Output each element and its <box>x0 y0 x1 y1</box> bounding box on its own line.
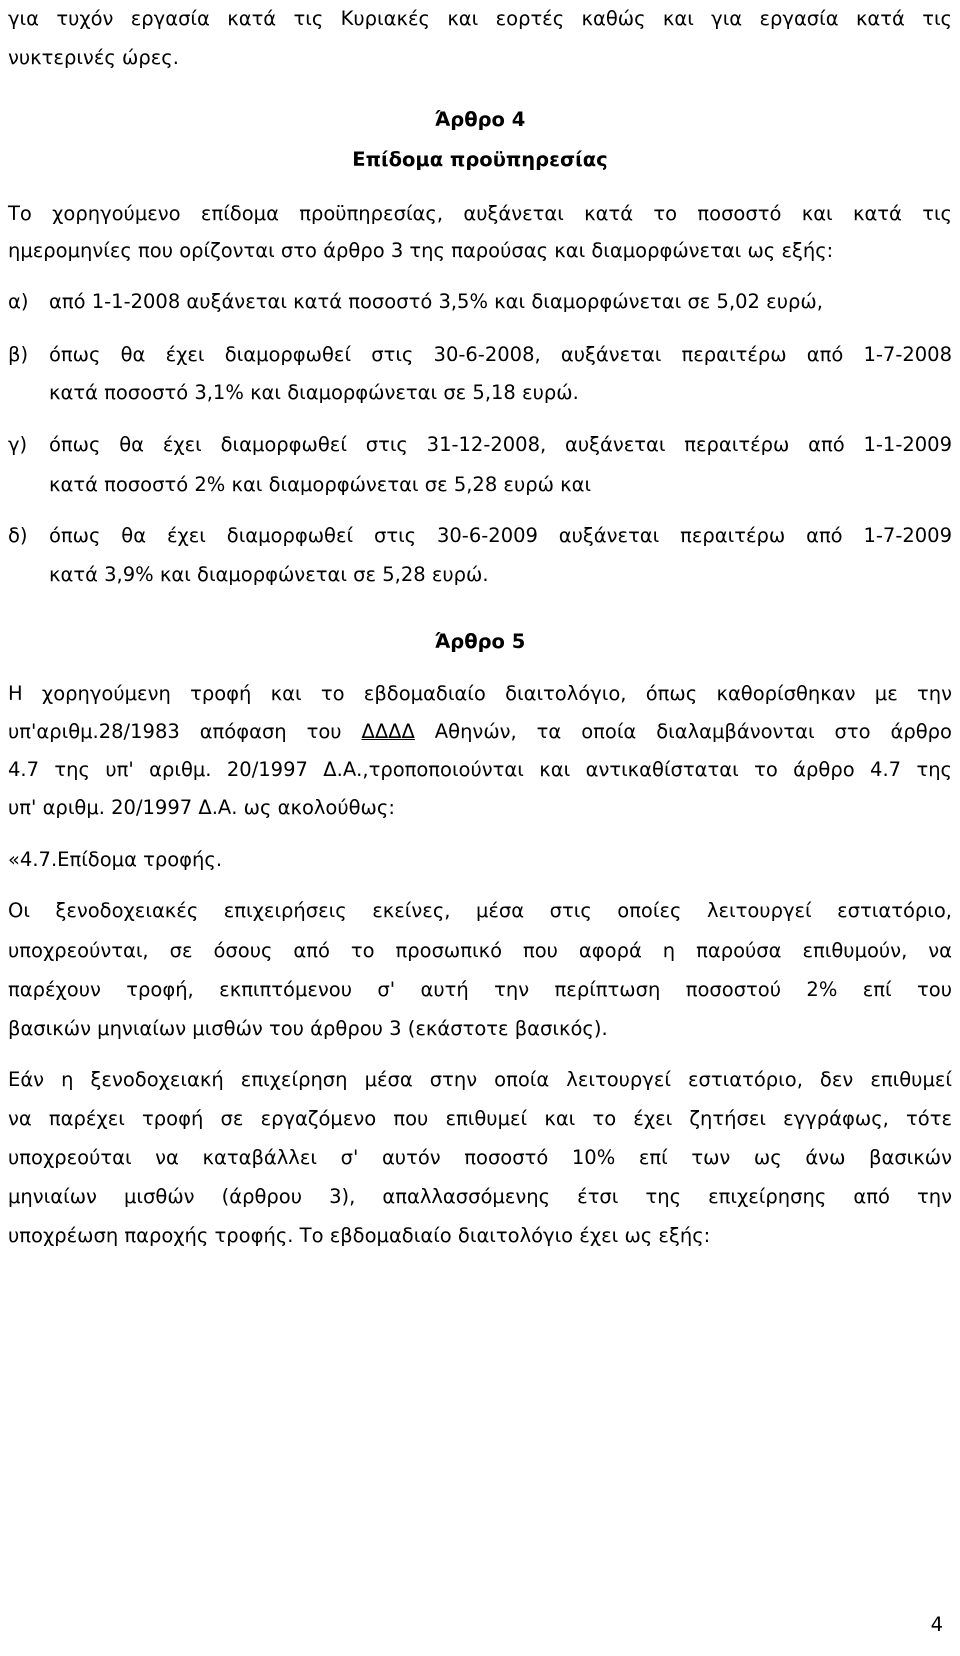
article-5-text: Αθηνών, τα οποία διαλαμβάνονται στο άρθρο <box>414 720 952 743</box>
paragraph-2-line-2: υποχρεούνται, σε όσους από το προσωπικό που αφορά η παρούσα επιθυμούν, να <box>8 939 952 962</box>
list-item-text: κατά ποσοστό 3,1% και διαμορφώνεται σε 5,18 ευρώ. <box>49 381 579 404</box>
paragraph-3-line-2: να παρέχει τροφή σε εργαζόμενο που επιθυμεί και το έχει ζητήσει εγγράφως, τότε <box>8 1107 952 1130</box>
page-number: 4 <box>930 1613 943 1636</box>
list-item-marker: γ) <box>8 433 28 456</box>
paragraph-3-line-5: υποχρέωση παροχής τροφής. Το εβδομαδιαίο διαιτολόγιο έχει ως εξής: <box>8 1224 711 1247</box>
list-item-text: από 1-1-2008 αυξάνεται κατά ποσοστό 3,5% και διαμορφώνεται σε 5,02 ευρώ, <box>49 290 823 313</box>
list-item-marker: δ) <box>8 524 28 547</box>
list-item-text: όπως θα έχει διαμορφωθεί στις 30-6-2008, αυξάνεται περαιτέρω από 1-7-2008 <box>49 343 952 366</box>
intro-line-1: για τυχόν εργασία κατά τις Κυριακές και εορτές καθώς και για εργασία κατά τις <box>8 7 952 30</box>
article-5-paragraph-line-2 <box>8 719 952 745</box>
paragraph-3-line-3: υποχρεούται να καταβάλλει σ' αυτόν ποσοστό 10% επί των ως άνω βασικών <box>8 1146 952 1169</box>
list-item-text: κατά ποσοστό 2% και διαμορφώνεται σε 5,28 ευρώ και <box>49 473 592 496</box>
article-5-number: Άρθρο 5 <box>434 630 526 653</box>
paragraph-2-line-3: παρέχουν τροφή, εκπιπτόμενου σ' αυτή την περίπτωση ποσοστού 2% επί του <box>8 978 952 1001</box>
intro-line-2: νυκτερινές ώρες. <box>8 46 179 69</box>
article-4-paragraph-line-1: Το χορηγούμενο επίδομα προϋπηρεσίας, αυξάνεται κατά το ποσοστό και κατά τις <box>8 202 952 225</box>
list-item-text: όπως θα έχει διαμορφωθεί στις 30-6-2009 αυξάνεται περαιτέρω από 1-7-2009 <box>49 524 952 547</box>
paragraph-3-line-1: Εάν η ξενοδοχειακή επιχείρηση μέσα στην οποία λειτουργεί εστιατόριο, δεν επιθυμεί <box>8 1068 952 1091</box>
list-item-marker: α) <box>8 290 29 313</box>
list-item-text: κατά 3,9% και διαμορφώνεται σε 5,28 ευρώ. <box>49 563 489 586</box>
article-5-paragraph-line-4: υπ' αριθμ. 20/1997 Δ.Α. ως ακολούθως: <box>8 796 395 819</box>
quote-heading: «4.7.Επίδομα τροφής. <box>8 848 223 871</box>
article-5-paragraph-line-3: 4.7 της υπ' αριθμ. 20/1997 Δ.Α.,τροποποιούνται και αντικαθίσταται το άρθρο 4.7 της <box>8 758 952 781</box>
underlined-abbreviation: ΔΔΔΔ <box>361 720 415 743</box>
article-4-paragraph-line-2: ημερομηνίες που ορίζονται στο άρθρο 3 της παρούσας και διαμορφώνεται ως εξής: <box>8 239 834 262</box>
list-item-marker: β) <box>8 343 29 366</box>
article-5-paragraph-line-1: Η χορηγούμενη τροφή και το εβδομαδιαίο διαιτολόγιο, όπως καθορίσθηκαν με την <box>8 682 952 705</box>
article-4-number: Άρθρο 4 <box>434 108 526 131</box>
list-item-text: όπως θα έχει διαμορφωθεί στις 31-12-2008, αυξάνεται περαιτέρω από 1-1-2009 <box>49 433 952 456</box>
paragraph-3-line-4: μηνιαίων μισθών (άρθρου 3), απαλλασσόμενης έτσι της επιχείρησης από την <box>8 1185 952 1208</box>
article-5-text: υπ'αριθμ.28/1983 απόφαση του <box>8 720 362 743</box>
article-4-title: Επίδομα προϋπηρεσίας <box>352 148 608 171</box>
paragraph-2-line-1: Οι ξενοδοχειακές επιχειρήσεις εκείνες, μέσα στις οποίες λειτουργεί εστιατόριο, <box>8 899 952 922</box>
paragraph-2-line-4: βασικών μηνιαίων μισθών του άρθρου 3 (εκάστοτε βασικός). <box>8 1017 608 1040</box>
